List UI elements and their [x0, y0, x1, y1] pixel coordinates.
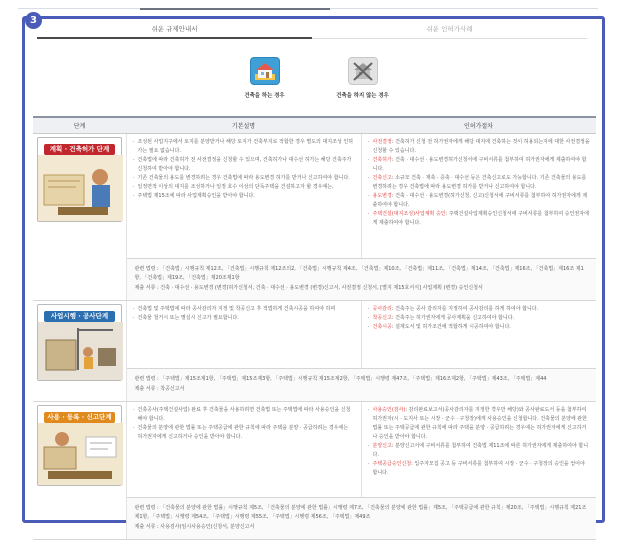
permit-text: : 건축허가 신청 전 허가권자에게 해당 대지에 건축하는 것이 허용되는지에 대한 사전결정을 신청할 수 있습니다.	[372, 138, 590, 154]
permit-label-link[interactable]: 사용승인(검사)	[372, 406, 406, 413]
description-item: · 건축물의 분양에 관한 법률 또는 주택공급에 관한 규칙에 따라 주택을 분양 · 공급하려는 경우에는 허가권자에게 신고하거나 승인을 받아야 합니다.	[133, 424, 355, 442]
description-item: · 건축법 및 주택법에 따라 공사감리자 지정 및 착공신고 후 적법하게 건축시공을 하여야 하며	[133, 305, 355, 314]
permit-label-link[interactable]: 건축신고	[372, 174, 392, 181]
stage-cell	[33, 300, 126, 401]
permit-text: : 건축 · 대수선 · 용도변경허가신청서에 구비서류를 첨부하여 허가권자에게 제출하여야 합니다.	[372, 156, 587, 172]
description-cell	[126, 133, 361, 258]
permit-text: : 설계도서 및 허가조건에 적합하게 시공하여야 합니다.	[391, 323, 511, 330]
permit-text: : 건축주는 허가권자에게 공사계획을 신고하여야 합니다.	[391, 314, 515, 321]
stage-use-registration-illustration	[37, 405, 122, 486]
permit-item	[368, 174, 591, 192]
permit-label-link[interactable]: 용도변경	[372, 192, 392, 199]
description-item: · 건축법에 따라 건축허가 전 사전결정을 신청할 수 있으며, 건축허가나 대수선 허가는 해당 건축주가 신청하여 받아야 합니다.	[133, 156, 355, 174]
reference-cell	[126, 497, 596, 539]
permit-label-link[interactable]: 주택공급승인신청	[372, 460, 412, 467]
header-permit-procedure: 인허가절차	[361, 117, 596, 133]
permit-item	[368, 138, 591, 156]
permit-label-link[interactable]: 사전결정	[372, 138, 392, 145]
stage-title: 사업시행 · 공사단계	[44, 311, 115, 322]
stage-planning-illustration	[37, 137, 122, 222]
description-cell	[126, 401, 361, 497]
stage-title: 사용 · 등록 · 신고단계	[44, 412, 115, 423]
permit-label-link[interactable]: 건축시공	[372, 323, 392, 330]
table-header-row	[33, 117, 596, 133]
required-forms[interactable]: 제출 서류 : 착공신고서	[134, 385, 185, 392]
stage-cell	[33, 401, 126, 539]
description-item: · 주택법 제15조에 따라 사업계획승인을 받아야 합니다.	[133, 192, 355, 201]
building-cancel-icon	[348, 57, 378, 85]
permit-cell	[361, 133, 596, 258]
required-forms[interactable]: 제출 서류 : 사용검사(임시사용승인)신청서, 분양신고서	[134, 523, 255, 530]
stage-cell	[33, 133, 126, 300]
permit-text: : 감리완료보고서(공사감리자를 지정한 경우만 해당)와 공사완료도서 등을 첨부하여 허가권자(시 · 도지사 또는 시장 · 군수 · 구청장)에게 사용승인을 신청합니다. 건축물의 분양에 관한 법률 또는 주택공급에 관한 규칙에 따라 주택을 분양 · 공급하려는 경우에는 허가권자에게 신고하거나 승인을 받아야 합니다.	[372, 406, 587, 440]
permit-text: : 건축주는 공사 감리자를 지정하여 공사감리를 하게 하여야 합니다.	[391, 305, 539, 312]
permit-text: : 건축 · 대수선 · 용도변경(허가신청, 신고)신청서에 구비서류를 첨부하여 허가권자에게 제출하여야 합니다.	[372, 192, 588, 208]
description-item: · 건축물 철거시 또는 멸실시 신고가 필요합니다.	[133, 314, 355, 323]
permit-label-link[interactable]: 분양신고	[372, 442, 392, 449]
reference-cell	[126, 258, 596, 300]
related-laws[interactable]: 관련 법령 : 「주택법」제15조제1항, 「주택법」제15조제3항, 「주택법」시행규칙 제15조제2항, 「주택법」시행령 제47조, 「주택법」제16조제2항, 「주택법」제43조, 「주택법」제44	[134, 375, 547, 382]
permit-item	[368, 192, 591, 210]
procedure-table	[33, 116, 596, 540]
related-laws[interactable]: 관련 법령 : 「건축물의 분양에 관한 법률」시행규칙 제5조, 「건축물의 분양에 관한 법률」시행령 제7조, 「건축물의 분양에 관한 법률」제5조, 「주택공급에 관한 규칙」제20조, 「주택법」시행규칙 제21조제1항, 「주택법」시행령 제54조, 「주택법」시행령 제55조, 「주택법」시행령 제56조, 「주택법」제49조	[134, 504, 587, 520]
step-number-badge: 3	[25, 12, 42, 29]
permit-text: : 입주자모집 공고 등 구비서류를 첨부하여 시장 · 군수 · 구청장의 승인을 얻어야 합니다.	[372, 460, 585, 476]
description-cell	[126, 300, 361, 368]
stage-construction-illustration	[37, 304, 122, 381]
case-no-build-label: 건축을 하지 않는 경우	[336, 93, 389, 99]
permit-item	[368, 156, 591, 174]
header-stage: 단계	[33, 117, 126, 133]
reference-cell	[126, 368, 596, 401]
case-build-label: 건축을 하는 경우	[244, 93, 285, 99]
permit-label-link[interactable]: 착공신고	[372, 314, 392, 321]
stage-title: 계획 · 건축허가 단계	[44, 144, 115, 155]
header-basic-description: 기본설명	[126, 117, 361, 133]
permit-item	[368, 210, 591, 228]
tab-easy-regulation-guide[interactable]: 쉬운 규제안내서	[37, 21, 312, 39]
permit-item	[368, 460, 591, 478]
description-item: · 조성된 사업지구에서 토지를 분양받거나 해당 토지가 건축부지로 적합한 경우 별도의 대지조성 인허가는 필요 없습니다.	[133, 138, 355, 156]
tab-easy-permit-cases[interactable]: 쉬운 인허가사례	[312, 21, 587, 39]
permit-item	[368, 323, 591, 332]
description-item: · 기존 건축물의 용도를 변경하려는 경우 건축법에 따라 용도변경 허가를 받거나 신고하여야 합니다.	[133, 174, 355, 183]
description-item: · 일정면적 이상의 대지를 조성하거나 일정 호수 이상의 단독주택을 건설하고자 할 경우에는,	[133, 183, 355, 192]
building-pen-icon	[250, 57, 280, 85]
permit-item	[368, 305, 591, 314]
permit-text: : 주택건설사업계획승인신청서에 구비서류를 첨부하여 승인권자에게 제출하여야 합니다.	[372, 210, 589, 226]
table-row	[33, 401, 596, 497]
case-build-button[interactable]	[230, 57, 300, 99]
case-selector	[25, 57, 602, 99]
permit-item	[368, 406, 591, 442]
permit-text: : 분양신고서에 구비서류를 첨부하여 건축법 제11조에 따른 허가권자에게 제출하여야 합니다.	[372, 442, 589, 458]
permit-text: : 소규모 건축 · 재축 · 증축 · 대수선 등은 건축신고로도 가능합니다. 기존 건축물의 용도를 변경하려는 경우 건축법에 따라 용도변경 허가를 받거나 신고하여야 합니다.	[372, 174, 587, 190]
permit-label-link[interactable]: 공사감리	[372, 305, 392, 312]
permit-label-link[interactable]: 주택건설(대지조성)사업계획 승인	[372, 210, 446, 217]
table-row	[33, 300, 596, 368]
top-divider-active	[140, 8, 330, 10]
permit-label-link[interactable]: 건축허가	[372, 156, 392, 163]
required-forms[interactable]: 제출 서류 : 건축 · 대수선 · 용도변경 (변경)허가신청서, 건축 · 대수선 · 용도변경 (변경)신고서, 사전결정 신청서, [별지 제15호서식] 사업계획 (변경) 승인신청서	[134, 284, 483, 291]
permit-item	[368, 442, 591, 460]
description-item: · 건축공사(주택건설사업) 완료 후 건축물을 사용하려면 건축법 또는 주택법에 따라 사용승인을 신청해야 합니다.	[133, 406, 355, 424]
guide-panel	[22, 16, 605, 530]
table-row	[33, 133, 596, 258]
permit-cell	[361, 401, 596, 497]
related-laws[interactable]: 관련 법령 : 「건축법」시행규칙 제12조, 「건축법」시행규칙 제12조의2, 「건축법」시행규칙 제4조, 「건축법」제10조, 「건축법」제11조, 「건축법」제14조, 「건축법」제16조, 「건축법」제16조 제1항, 「건축법」제19조, 「건축법」제20조제1항	[134, 265, 584, 281]
permit-cell	[361, 300, 596, 368]
permit-item	[368, 314, 591, 323]
case-no-build-button[interactable]	[328, 57, 398, 99]
tab-bar	[37, 21, 587, 39]
